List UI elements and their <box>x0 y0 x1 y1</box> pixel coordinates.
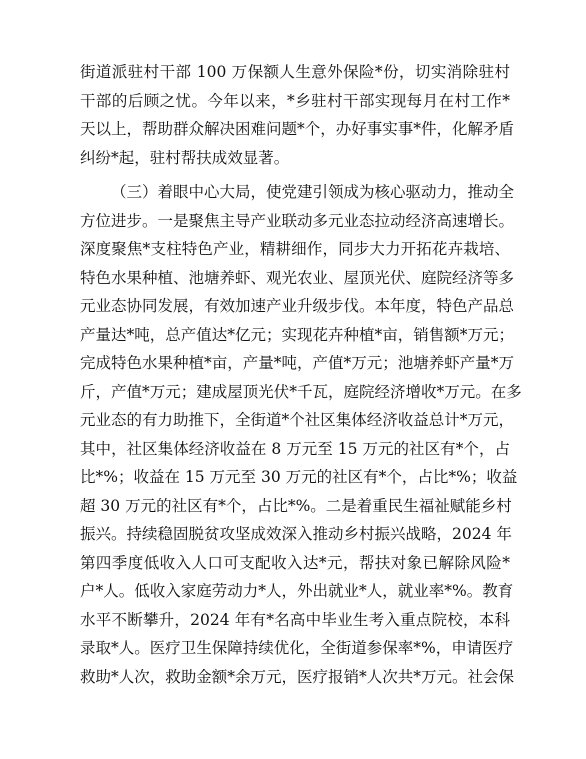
text-line: 其中，社区集体经济收益在 8 万元至 15 万元的社区有*个，占 <box>80 439 510 458</box>
text-line: 户*人。低收入家庭劳动力*人，外出就业*人，就业率*%。教育 <box>80 582 514 600</box>
text-line: 第四季度低收入人口可支配收入达*元，帮扶对象已解除风险* <box>80 553 510 572</box>
paragraph-section-three <box>80 178 522 691</box>
text-line: 完成特色水果种植*亩，产量*吨，产值*万元；池塘养虾产量*万 <box>80 354 515 372</box>
text-line: 天以上，帮助群众解决困难问题*个，办好事实事*件，化解矛盾 <box>80 120 515 138</box>
text-line: 产量达*吨，总产值达*亿元；实现花卉种植*亩，销售额*万元； <box>80 325 515 344</box>
text-line: 干部的后顾之忧。今年以来，*乡驻村干部实现每月在村工作* <box>80 91 510 110</box>
text-line: 元业态的有力助推下，全街道*个社区集体经济收益总计*万元， <box>80 411 515 429</box>
text-line: 特色水果种植、池塘养虾、观光农业、屋顶光伏、庭院经济等多 <box>80 268 515 287</box>
text-line: 水平不断攀升，2024 年有*名高中毕业生考入重点院校，本科 <box>80 610 510 629</box>
text-line: 街道派驻村干部 100 万保额人生意外保险*份，切实消除驻村 <box>80 63 510 81</box>
text-line: 纠纷*起，驻村帮扶成效显著。 <box>80 148 290 167</box>
text-line: 救助*人次，救助金额*余万元，医疗报销*人次共*万元。社会保 <box>80 667 515 686</box>
text-line: 录取*人。医疗卫生保障持续优化，全街道参保率*%，申请医疗 <box>80 639 514 657</box>
text-line: 深度聚焦*支柱特色产业，精耕细作，同步大力开拓花卉栽培、 <box>80 240 510 258</box>
document-body <box>80 58 522 691</box>
paragraph-continuation <box>80 58 515 172</box>
text-line: 方位进步。一是聚焦主导产业联动多元业态拉动经济高速增长。 <box>80 211 515 230</box>
text-line: 斤，产值*万元；建成屋顶光伏*千瓦，庭院经济增收*万元。在多 <box>80 382 522 401</box>
text-line: 比*%；收益在 15 万元至 30 万元的社区有*个，占比*%；收益 <box>80 468 518 486</box>
text-line: 超 30 万元的社区有*个，占比*%。二是着重民生福祉赋能乡村 <box>80 496 512 515</box>
text-line: 振兴。持续稳固脱贫攻坚成效深入推动乡村振兴战略，2024 年 <box>80 525 512 543</box>
text-line: （三）着眼中心大局，使党建引领成为核心驱动力，推动全 <box>111 183 515 201</box>
text-line: 元业态协同发展，有效加速产业升级步伐。本年度，特色产品总 <box>80 297 515 315</box>
